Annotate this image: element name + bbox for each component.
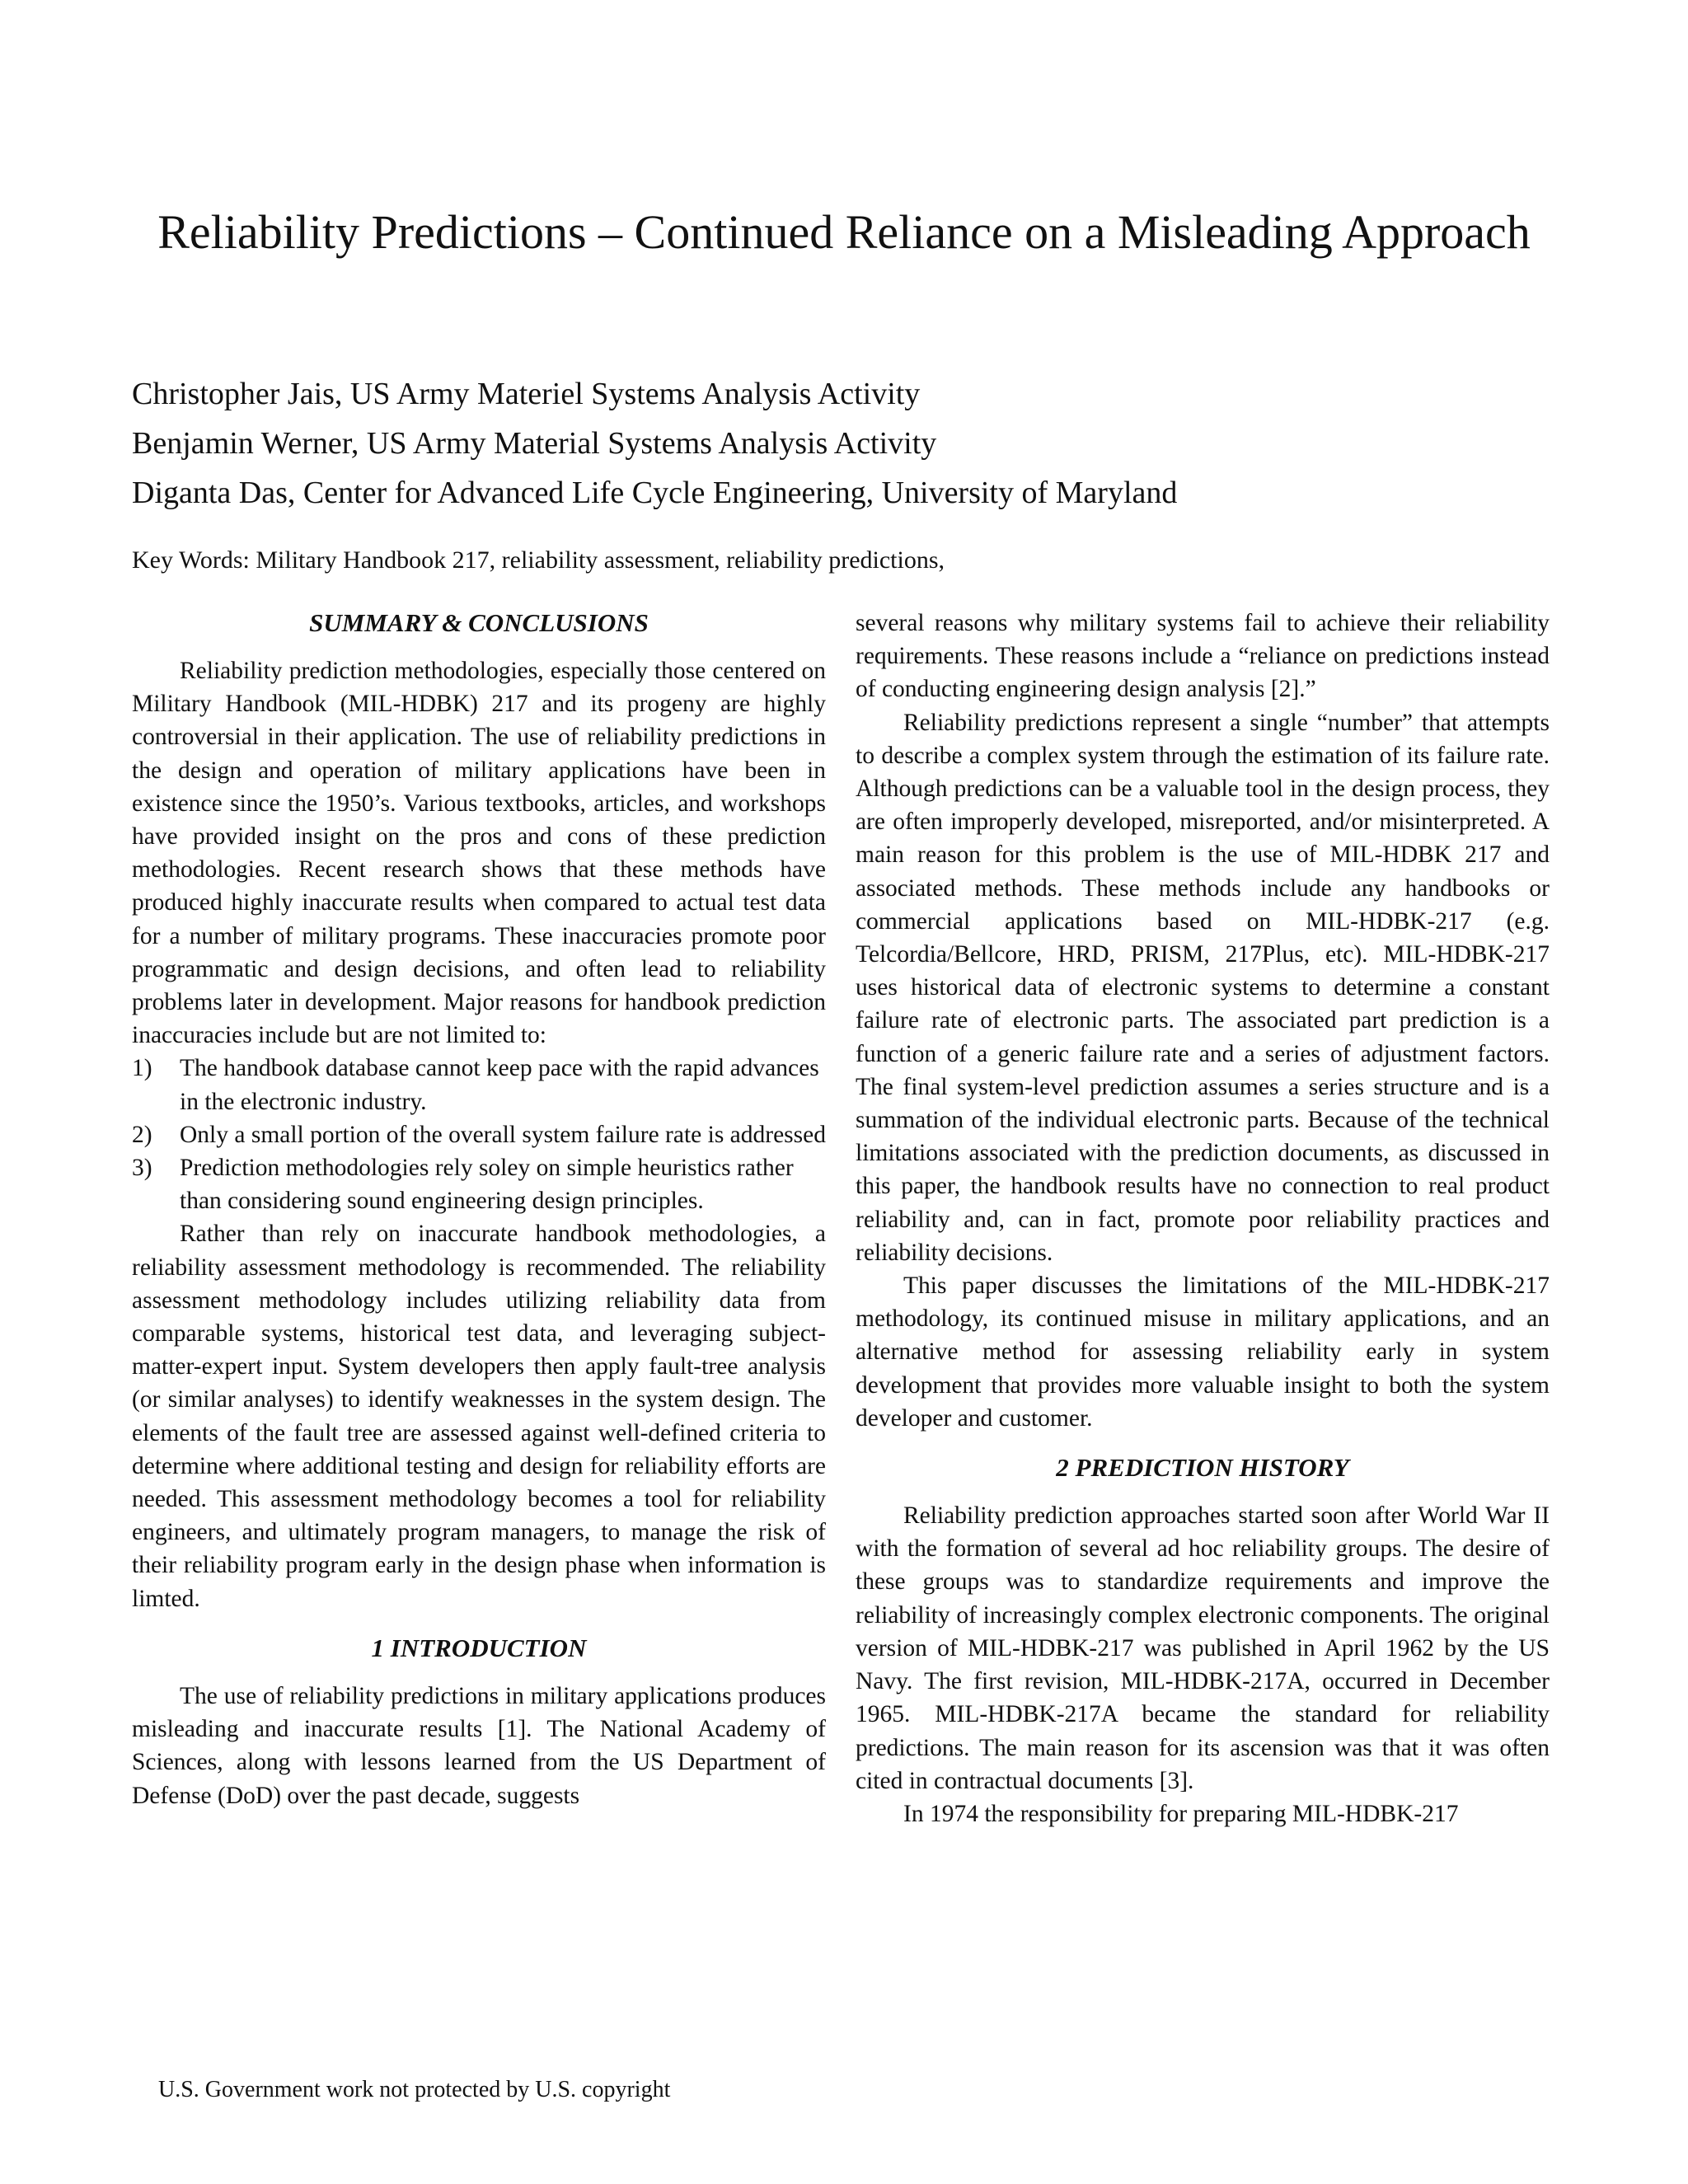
section-heading-summary: SUMMARY & CONCLUSIONS xyxy=(309,608,649,637)
author-line: Christopher Jais, US Army Materiel Systems Analysis Activity xyxy=(132,377,921,411)
left-column xyxy=(132,607,826,1812)
list-item xyxy=(132,1052,826,1118)
paper-title: Reliability Predictions – Continued Reliance on a Misleading Approach xyxy=(157,205,1531,259)
keywords-line: Key Words: Military Handbook 217, reliability assessment, reliability predictions, xyxy=(132,546,945,574)
list-item-text: Prediction methodologies rely soley on simple heuristics rather than considering sound engineering design principles. xyxy=(180,1155,794,1215)
section-heading-history: 2 PREDICTION HISTORY xyxy=(1056,1453,1349,1483)
list-item-text: Only a small portion of the overall system failure rate is addressed xyxy=(180,1121,826,1148)
author-line: Diganta Das, Center for Advanced Life Cycle Engineering, University of Maryland xyxy=(132,476,1178,510)
list-item-number: 1) xyxy=(132,1055,152,1082)
copyright-footer: U.S. Government work not protected by U.S. copyright xyxy=(158,2077,671,2102)
list-item xyxy=(132,1118,826,1151)
list-item-number: 2) xyxy=(132,1121,152,1148)
findings-list xyxy=(132,1052,826,1217)
section-heading-introduction: 1 INTRODUCTION xyxy=(371,1633,587,1662)
list-item-number: 3) xyxy=(132,1155,152,1182)
list-item-text: The handbook database cannot keep pace with the rapid advances in the electronic industry. xyxy=(180,1055,819,1115)
summary-paragraph: Reliability prediction methodologies, especially those centered on Military Handbook (MIL-HDBK) 217 and its progeny are highly controversial in their application. The use of reliability predictions in the design and operation of military applications have been in existence since the 1950’s. Various textbooks, articles, and workshops have provided insight on the pros and cons of these prediction methodologies. Recent research shows that these methods have produced highly inaccurate results when compared to actual test data for a number of military programs. These inaccuracies promote poor programmatic and design decisions, and often lead to reliability problems later in development. Major reasons for handbook prediction inaccuracies include but are not limited to: xyxy=(132,658,826,1049)
introduction-paragraph: This paper discusses the limitations of the MIL-HDBK-217 methodology, its continued misuse in military applications, and an alternative method for assessing reliability early in system development that provides more valuable insight to both the system developer and customer. xyxy=(856,1272,1550,1432)
history-paragraph: In 1974 the responsibility for preparing MIL-HDBK-217 xyxy=(903,1800,1459,1827)
introduction-paragraph: Reliability predictions represent a single “number” that attempts to describe a complex system through the estimation of its failure rate. Although predictions can be a valuable tool in the design process, they are often improperly developed, misreported, and/or misinterpreted. A main reason for this problem is the use of MIL-HDBK 217 and associated methods. These methods include any handbooks or commercial applications based on MIL-HDBK-217 (e.g. Telcordia/Bellcore, HRD, PRISM, 217Plus, etc). MIL-HDBK-217 uses historical data of electronic systems to determine a constant failure rate of electronic parts. The associated part prediction is a function of a generic failure rate and a series of adjustment factors. The final system-level prediction assumes a series structure and is a summation of the individual electronic parts. Because of the technical limitations associated with the prediction documents, as discussed in this paper, the handbook results have no connection to real product reliability and, can in fact, promote poor reliability practices and reliability decisions. xyxy=(856,709,1550,1266)
right-column xyxy=(856,607,1550,1830)
author-line: Benjamin Werner, US Army Material Systems Analysis Activity xyxy=(132,426,937,461)
history-paragraph: Reliability prediction approaches started soon after World War II with the formation of several ad hoc reliability groups. The desire of these groups was to standardize requirements and improve the reliability of increasingly complex electronic components. The original version of MIL-HDBK-217 was published in April 1962 by the US Navy. The first revision, MIL-HDBK-217A, occurred in December 1965. MIL-HDBK-217A became the standard for reliability predictions. The main reason for its ascension was that it was often cited in contractual documents [3]. xyxy=(856,1502,1550,1794)
summary-paragraph: Rather than rely on inaccurate handbook methodologies, a reliability assessment methodology is recommended. The reliability assessment methodology includes utilizing reliability data from comparable systems, historical test data, and leveraging subject-matter-expert input. System developers then apply fault-tree analysis (or similar analyses) to identify weaknesses in the system design. The elements of the fault tree are assessed against well-defined criteria to determine where additional testing and design for reliability efforts are needed. This assessment methodology becomes a tool for reliability engineers, and ultimately program managers, to manage the risk of their reliability program early in the design phase when information is limted. xyxy=(132,1221,826,1612)
introduction-paragraph-continued: several reasons why military systems fail to achieve their reliability requirements. These reasons include a “reliance on predictions instead of conducting engineering design analysis [2].” xyxy=(856,610,1550,703)
list-item xyxy=(132,1151,826,1217)
introduction-paragraph: The use of reliability predictions in military applications produces misleading and inaccurate results [1]. The National Academy of Sciences, along with lessons learned from the US Department of Defense (DoD) over the past decade, suggests xyxy=(132,1682,826,1809)
author-list xyxy=(132,369,1582,518)
